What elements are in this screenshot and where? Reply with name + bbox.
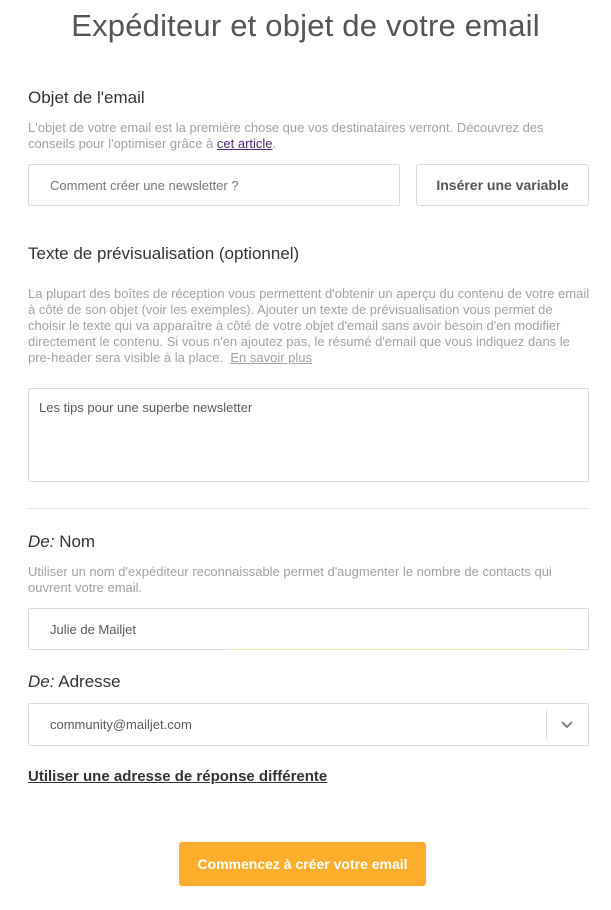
preview-textarea-value: Les tips pour une superbe newsletter bbox=[39, 400, 253, 415]
section-divider bbox=[28, 508, 589, 509]
from-address-selected-value: community@mailjet.com bbox=[50, 717, 192, 732]
preview-help-text-body: La plupart des boîtes de réception vous permettent d'obtenir un aperçu du contenu de votre email à côté de son objet (voir les exemples). Ajouter un texte de prévisualisation vous permet de choisir le texte qui va apparaître à côté de votre objet d'email sans avoir besoin d'en modifier directement le contenu. Si vous n'en ajoutez pas, le résumé d'email que vous indiquez dans le pre-header sera visible à la place. bbox=[28, 286, 590, 365]
subject-help-text-end: . bbox=[272, 136, 277, 151]
from-address-select[interactable] bbox=[28, 703, 589, 746]
subject-help-text-body: L'objet de votre email est la première chose que vos destinataires verront. Découvrez des conseils pour l'optimiser grâce à bbox=[28, 120, 544, 151]
from-name-prefix: De: bbox=[28, 532, 55, 551]
from-name-help-text: Utiliser un nom d'expéditeur reconnaissable permet d'augmenter le nombre de contacts qui ouvrent votre email. bbox=[28, 564, 552, 595]
subject-input[interactable] bbox=[28, 164, 400, 206]
from-name-input[interactable] bbox=[28, 608, 589, 650]
from-address-label: Adresse bbox=[58, 672, 121, 691]
start-creating-email-button[interactable]: Commencez à créer votre email bbox=[179, 842, 426, 886]
page-title: Expéditeur et objet de votre email bbox=[71, 8, 540, 43]
learn-more-link[interactable]: En savoir plus bbox=[230, 350, 312, 365]
input-focus-line bbox=[229, 649, 569, 650]
article-link[interactable]: cet article bbox=[216, 136, 273, 151]
preview-textarea[interactable] bbox=[28, 388, 589, 482]
chevron-down-icon[interactable] bbox=[559, 718, 575, 732]
from-name-label: Nom bbox=[59, 532, 96, 551]
from-address-heading bbox=[28, 672, 121, 692]
subject-help-text bbox=[28, 120, 590, 152]
from-name-heading bbox=[28, 532, 95, 552]
from-address-prefix: De: bbox=[28, 672, 55, 691]
from-name-input-value: Julie de Mailjet bbox=[50, 622, 136, 637]
different-reply-address-link[interactable]: Utiliser une adresse de réponse différente bbox=[28, 768, 328, 785]
preview-heading: Texte de prévisualisation (optionnel) bbox=[28, 244, 300, 263]
select-separator bbox=[546, 710, 547, 739]
preview-help-text bbox=[28, 286, 590, 366]
insert-variable-button[interactable]: Insérer une variable bbox=[416, 164, 589, 206]
subject-input-placeholder: Comment créer une newsletter ? bbox=[50, 178, 239, 193]
subject-heading: Objet de l'email bbox=[28, 88, 145, 107]
